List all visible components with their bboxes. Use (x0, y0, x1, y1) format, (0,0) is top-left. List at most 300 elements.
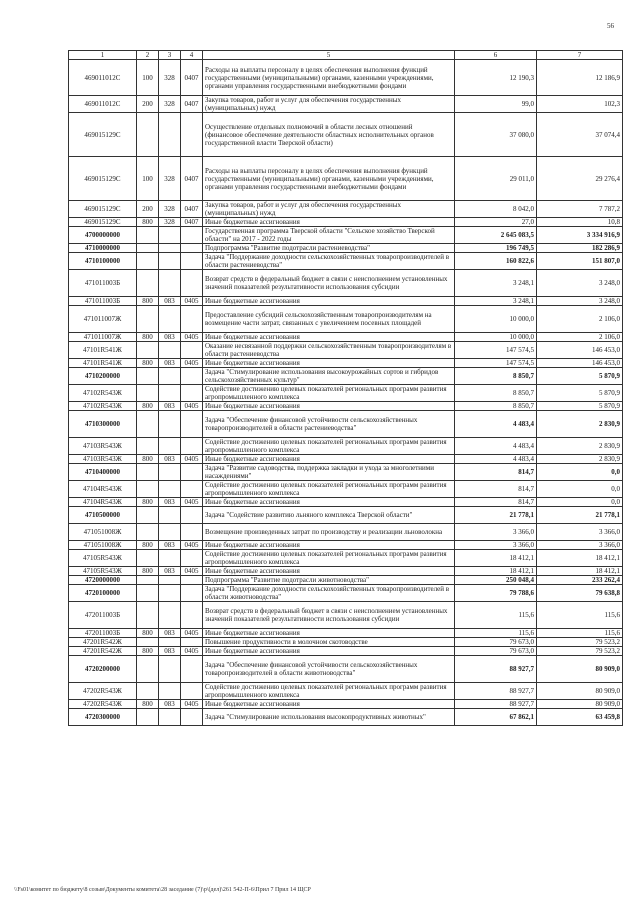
section-code-cell (181, 385, 203, 402)
section-code-cell (181, 253, 203, 270)
amount-planned-cell: 3 248,1 (455, 297, 537, 306)
expense-type-cell (137, 385, 159, 402)
ministry-code-cell: 083 (159, 498, 181, 507)
expense-type-cell (137, 438, 159, 455)
section-code-cell: 0405 (181, 700, 203, 709)
classification-code-cell: 471051008Ж (69, 541, 137, 550)
file-path-footer: \\Fs01\комитет по бюджету\8 созыв\Документы комитета\28 заседание (7)\р\(дел)\261 542-П-6\Прил 7 Прил 14 ЩСР (14, 887, 311, 893)
classification-code-cell: 47202R543Ж (69, 700, 137, 709)
expense-type-cell (137, 602, 159, 629)
ministry-code-cell: 083 (159, 297, 181, 306)
item-name-cell: Подпрограмма "Развитие подотрасли животноводства" (203, 576, 455, 585)
amount-executed-cell: 21 778,1 (537, 507, 623, 524)
expense-type-cell: 800 (137, 455, 159, 464)
section-code-cell: 0407 (181, 96, 203, 113)
amount-executed-cell: 5 870,9 (537, 385, 623, 402)
table-row (69, 455, 623, 464)
amount-executed-cell: 146 453,0 (537, 359, 623, 368)
classification-code-cell: 4710000000 (69, 244, 137, 253)
column-number: 6 (455, 51, 537, 60)
section-code-cell (181, 576, 203, 585)
item-name-cell: Содействие достижению целевых показателей региональных программ развития агропромышленного комплекса (203, 683, 455, 700)
ministry-code-cell: 083 (159, 455, 181, 464)
table-row (69, 507, 623, 524)
expense-type-cell (137, 270, 159, 297)
table-row (69, 244, 623, 253)
expense-type-cell (137, 244, 159, 253)
amount-executed-cell: 3 334 916,9 (537, 227, 623, 244)
item-name-cell: Содействие достижению целевых показателей региональных программ развития агропромышленного комплекса (203, 438, 455, 455)
section-code-cell: 0407 (181, 201, 203, 218)
amount-executed-cell: 2 830,9 (537, 455, 623, 464)
classification-code-cell: 469011012С (69, 60, 137, 96)
ministry-code-cell (159, 464, 181, 481)
section-code-cell (181, 342, 203, 359)
amount-planned-cell: 814,7 (455, 464, 537, 481)
ministry-code-cell: 083 (159, 567, 181, 576)
section-code-cell (181, 550, 203, 567)
table-row (69, 629, 623, 638)
item-name-cell: Иные бюджетные ассигнования (203, 541, 455, 550)
table-row (69, 157, 623, 201)
expense-type-cell (137, 227, 159, 244)
amount-planned-cell: 67 862,1 (455, 709, 537, 726)
item-name-cell: Подпрограмма "Развитие подотрасли растениеводства" (203, 244, 455, 253)
ministry-code-cell (159, 481, 181, 498)
classification-code-cell: 4710400000 (69, 464, 137, 481)
classification-code-cell: 469015129С (69, 157, 137, 201)
budget-table (68, 50, 623, 726)
table-row (69, 585, 623, 602)
expense-type-cell: 800 (137, 333, 159, 342)
ministry-code-cell: 083 (159, 700, 181, 709)
table-row (69, 709, 623, 726)
ministry-code-cell (159, 385, 181, 402)
expense-type-cell (137, 638, 159, 647)
section-code-cell: 0405 (181, 498, 203, 507)
item-name-cell: Иные бюджетные ассигнования (203, 629, 455, 638)
table-row (69, 683, 623, 700)
item-name-cell: Возврат средств в федеральный бюджет в связи с неисполнением установленных значений показателей результативности использования субсидии (203, 602, 455, 629)
amount-planned-cell: 8 850,7 (455, 385, 537, 402)
ministry-code-cell (159, 244, 181, 253)
table-row (69, 700, 623, 709)
amount-executed-cell: 233 262,4 (537, 576, 623, 585)
table-row (69, 270, 623, 297)
expense-type-cell: 800 (137, 498, 159, 507)
table-row (69, 567, 623, 576)
amount-planned-cell: 99,0 (455, 96, 537, 113)
amount-planned-cell: 18 412,1 (455, 567, 537, 576)
expense-type-cell: 800 (137, 359, 159, 368)
ministry-code-cell: 083 (159, 333, 181, 342)
table-row (69, 638, 623, 647)
section-code-cell (181, 481, 203, 498)
classification-code-cell: 47101R541Ж (69, 359, 137, 368)
ministry-code-cell (159, 113, 181, 157)
section-code-cell: 0405 (181, 297, 203, 306)
expense-type-cell (137, 113, 159, 157)
expense-type-cell (137, 576, 159, 585)
amount-executed-cell: 79 523,2 (537, 638, 623, 647)
classification-code-cell: 47102R543Ж (69, 385, 137, 402)
item-name-cell: Государственная программа Тверской области "Сельское хозяйство Тверской области" на 2017 - 2022 годы (203, 227, 455, 244)
classification-code-cell: 4720100000 (69, 585, 137, 602)
classification-code-cell: 47102R543Ж (69, 402, 137, 411)
amount-planned-cell: 160 822,6 (455, 253, 537, 270)
amount-executed-cell: 2 830,9 (537, 411, 623, 438)
ministry-code-cell (159, 576, 181, 585)
classification-code-cell: 4700000000 (69, 227, 137, 244)
ministry-code-cell (159, 227, 181, 244)
section-code-cell (181, 585, 203, 602)
section-code-cell (181, 438, 203, 455)
amount-planned-cell: 88 927,7 (455, 683, 537, 700)
column-number: 4 (181, 51, 203, 60)
amount-planned-cell: 8 850,7 (455, 368, 537, 385)
table-row (69, 113, 623, 157)
item-name-cell: Иные бюджетные ассигнования (203, 402, 455, 411)
section-code-cell (181, 602, 203, 629)
amount-planned-cell: 79 673,0 (455, 638, 537, 647)
ministry-code-cell (159, 368, 181, 385)
page-number: 56 (607, 22, 614, 30)
amount-planned-cell: 21 778,1 (455, 507, 537, 524)
item-name-cell: Содействие достижению целевых показателей региональных программ развития агропромышленного комплекса (203, 385, 455, 402)
amount-planned-cell: 79 788,6 (455, 585, 537, 602)
classification-code-cell: 469015129С (69, 113, 137, 157)
column-number-row (69, 51, 623, 60)
amount-executed-cell: 2 106,0 (537, 306, 623, 333)
amount-executed-cell: 5 870,9 (537, 402, 623, 411)
expense-type-cell (137, 464, 159, 481)
amount-planned-cell: 196 749,5 (455, 244, 537, 253)
expense-type-cell (137, 507, 159, 524)
amount-executed-cell: 5 870,9 (537, 368, 623, 385)
item-name-cell: Задача "Поддержание доходности сельскохозяйственных товаропроизводителей в области растениеводства" (203, 253, 455, 270)
column-number: 2 (137, 51, 159, 60)
expense-type-cell (137, 550, 159, 567)
amount-executed-cell: 10,8 (537, 218, 623, 227)
classification-code-cell: 469011012С (69, 96, 137, 113)
amount-planned-cell: 3 366,0 (455, 541, 537, 550)
amount-executed-cell: 0,0 (537, 464, 623, 481)
item-name-cell: Иные бюджетные ассигнования (203, 218, 455, 227)
amount-planned-cell: 18 412,1 (455, 550, 537, 567)
ministry-code-cell (159, 602, 181, 629)
ministry-code-cell (159, 656, 181, 683)
item-name-cell: Расходы на выплаты персоналу в целях обеспечения выполнения функций государственными (муниципальными) органами, казенными учреждениями, органами управления государственными внебюджетными фондами (203, 157, 455, 201)
section-code-cell: 0405 (181, 567, 203, 576)
ministry-code-cell (159, 438, 181, 455)
section-code-cell (181, 507, 203, 524)
item-name-cell: Содействие достижению целевых показателей региональных программ развития агропромышленного комплекса (203, 481, 455, 498)
amount-planned-cell: 115,6 (455, 602, 537, 629)
section-code-cell (181, 709, 203, 726)
amount-planned-cell: 10 000,0 (455, 333, 537, 342)
ministry-code-cell: 328 (159, 96, 181, 113)
amount-executed-cell: 2 106,0 (537, 333, 623, 342)
item-name-cell: Задача "Обеспечение финансовой устойчивости сельскохозяйственных товаропроизводителей в области растениеводства" (203, 411, 455, 438)
ministry-code-cell: 083 (159, 647, 181, 656)
amount-executed-cell: 3 248,0 (537, 270, 623, 297)
item-name-cell: Иные бюджетные ассигнования (203, 647, 455, 656)
column-number: 5 (203, 51, 455, 60)
table-row (69, 359, 623, 368)
item-name-cell: Иные бюджетные ассигнования (203, 297, 455, 306)
classification-code-cell: 4720200000 (69, 656, 137, 683)
table-row (69, 342, 623, 359)
section-code-cell (181, 656, 203, 683)
amount-executed-cell: 79 523,2 (537, 647, 623, 656)
amount-planned-cell: 12 190,3 (455, 60, 537, 96)
ministry-code-cell (159, 709, 181, 726)
ministry-code-cell: 083 (159, 541, 181, 550)
item-name-cell: Повышение продуктивности в молочном скотоводстве (203, 638, 455, 647)
item-name-cell: Закупка товаров, работ и услуг для обеспечения государственных (муниципальных) нужд (203, 201, 455, 218)
section-code-cell: 0405 (181, 359, 203, 368)
table-row (69, 550, 623, 567)
section-code-cell: 0405 (181, 629, 203, 638)
item-name-cell: Иные бюджетные ассигнования (203, 455, 455, 464)
table-row (69, 656, 623, 683)
ministry-code-cell (159, 270, 181, 297)
classification-code-cell: 47104R543Ж (69, 498, 137, 507)
amount-planned-cell: 814,7 (455, 481, 537, 498)
amount-planned-cell: 88 927,7 (455, 656, 537, 683)
ministry-code-cell: 328 (159, 218, 181, 227)
item-name-cell: Возмещение произведенных затрат по производству и реализации льноволокна (203, 524, 455, 541)
amount-planned-cell: 79 673,0 (455, 647, 537, 656)
amount-executed-cell: 29 276,4 (537, 157, 623, 201)
classification-code-cell: 471011007Ж (69, 306, 137, 333)
expense-type-cell (137, 683, 159, 700)
table-row (69, 201, 623, 218)
table-row (69, 602, 623, 629)
table-row (69, 218, 623, 227)
expense-type-cell: 100 (137, 60, 159, 96)
item-name-cell: Задача "Поддержание доходности сельскохозяйственных товаропроизводителей в области животноводства" (203, 585, 455, 602)
classification-code-cell: 47201R542Ж (69, 638, 137, 647)
item-name-cell: Задача "Стимулирование использования высокопродуктивных животных" (203, 709, 455, 726)
section-code-cell (181, 638, 203, 647)
amount-executed-cell: 115,6 (537, 602, 623, 629)
ministry-code-cell (159, 550, 181, 567)
classification-code-cell: 47103R543Ж (69, 438, 137, 455)
expense-type-cell (137, 585, 159, 602)
item-name-cell: Иные бюджетные ассигнования (203, 700, 455, 709)
expense-type-cell: 800 (137, 629, 159, 638)
section-code-cell: 0405 (181, 333, 203, 342)
expense-type-cell: 200 (137, 96, 159, 113)
table-row (69, 411, 623, 438)
table-row (69, 297, 623, 306)
table-row (69, 464, 623, 481)
amount-planned-cell: 147 574,5 (455, 342, 537, 359)
expense-type-cell (137, 709, 159, 726)
amount-planned-cell: 4 483,4 (455, 455, 537, 464)
amount-executed-cell: 151 807,0 (537, 253, 623, 270)
amount-planned-cell: 250 048,4 (455, 576, 537, 585)
amount-executed-cell: 182 286,9 (537, 244, 623, 253)
amount-planned-cell: 8 042,0 (455, 201, 537, 218)
column-number: 1 (69, 51, 137, 60)
section-code-cell (181, 270, 203, 297)
amount-planned-cell: 8 850,7 (455, 402, 537, 411)
item-name-cell: Осуществление отдельных полномочий в области лесных отношений (финансовое обеспечение деятельности областных исполнительных органов государственной власти Тверской области) (203, 113, 455, 157)
section-code-cell (181, 113, 203, 157)
ministry-code-cell (159, 342, 181, 359)
amount-executed-cell: 0,0 (537, 498, 623, 507)
amount-executed-cell: 2 830,9 (537, 438, 623, 455)
expense-type-cell: 800 (137, 297, 159, 306)
section-code-cell: 0405 (181, 455, 203, 464)
amount-planned-cell: 37 080,0 (455, 113, 537, 157)
section-code-cell (181, 244, 203, 253)
amount-executed-cell: 18 412,1 (537, 550, 623, 567)
expense-type-cell: 800 (137, 218, 159, 227)
item-name-cell: Иные бюджетные ассигнования (203, 359, 455, 368)
expense-type-cell (137, 306, 159, 333)
classification-code-cell: 47104R543Ж (69, 481, 137, 498)
amount-executed-cell: 18 412,1 (537, 567, 623, 576)
amount-planned-cell: 88 927,7 (455, 700, 537, 709)
section-code-cell (181, 227, 203, 244)
section-code-cell: 0407 (181, 157, 203, 201)
expense-type-cell: 100 (137, 157, 159, 201)
amount-planned-cell: 3 366,0 (455, 524, 537, 541)
amount-executed-cell: 80 909,0 (537, 656, 623, 683)
section-code-cell (181, 306, 203, 333)
expense-type-cell: 200 (137, 201, 159, 218)
section-code-cell (181, 464, 203, 481)
amount-executed-cell: 80 909,0 (537, 700, 623, 709)
amount-executed-cell: 3 366,0 (537, 541, 623, 550)
expense-type-cell (137, 342, 159, 359)
amount-planned-cell: 115,6 (455, 629, 537, 638)
section-code-cell (181, 683, 203, 700)
expense-type-cell (137, 368, 159, 385)
amount-executed-cell: 0,0 (537, 481, 623, 498)
item-name-cell: Задача "Развитие садоводства, поддержка закладки и ухода за многолетними насаждениями" (203, 464, 455, 481)
amount-planned-cell: 10 000,0 (455, 306, 537, 333)
amount-planned-cell: 2 645 083,5 (455, 227, 537, 244)
table-row (69, 647, 623, 656)
classification-code-cell: 47201R542Ж (69, 647, 137, 656)
section-code-cell (181, 524, 203, 541)
classification-code-cell: 472011003Б (69, 629, 137, 638)
classification-code-cell: 47202R543Ж (69, 683, 137, 700)
amount-executed-cell: 102,3 (537, 96, 623, 113)
amount-executed-cell: 7 787,2 (537, 201, 623, 218)
section-code-cell (181, 411, 203, 438)
ministry-code-cell (159, 524, 181, 541)
table-row (69, 498, 623, 507)
amount-executed-cell: 12 186,9 (537, 60, 623, 96)
amount-planned-cell: 814,7 (455, 498, 537, 507)
table-row (69, 524, 623, 541)
classification-code-cell: 4720300000 (69, 709, 137, 726)
amount-executed-cell: 146 453,0 (537, 342, 623, 359)
classification-code-cell: 471011003Б (69, 297, 137, 306)
classification-code-cell: 471011003Б (69, 270, 137, 297)
amount-planned-cell: 3 248,1 (455, 270, 537, 297)
table-row (69, 402, 623, 411)
column-number: 3 (159, 51, 181, 60)
expense-type-cell (137, 411, 159, 438)
amount-planned-cell: 4 483,4 (455, 438, 537, 455)
table-row (69, 541, 623, 550)
ministry-code-cell (159, 253, 181, 270)
section-code-cell: 0405 (181, 541, 203, 550)
ministry-code-cell: 083 (159, 629, 181, 638)
expense-type-cell: 800 (137, 567, 159, 576)
item-name-cell: Задача "Стимулирование использования высокоурожайных сортов и гибридов сельскохозяйственных культур" (203, 368, 455, 385)
classification-code-cell: 47103R543Ж (69, 455, 137, 464)
table-row (69, 306, 623, 333)
table-row (69, 60, 623, 96)
classification-code-cell: 47105R543Ж (69, 550, 137, 567)
section-code-cell: 0407 (181, 60, 203, 96)
expense-type-cell (137, 481, 159, 498)
table-row (69, 333, 623, 342)
amount-executed-cell: 79 638,8 (537, 585, 623, 602)
item-name-cell: Иные бюджетные ассигнования (203, 567, 455, 576)
table-row (69, 368, 623, 385)
expense-type-cell: 800 (137, 700, 159, 709)
section-code-cell: 0405 (181, 647, 203, 656)
amount-executed-cell: 37 074,4 (537, 113, 623, 157)
table-row (69, 227, 623, 244)
item-name-cell: Закупка товаров, работ и услуг для обеспечения государственных (муниципальных) нужд (203, 96, 455, 113)
expense-type-cell: 800 (137, 647, 159, 656)
table-row (69, 96, 623, 113)
ministry-code-cell: 083 (159, 402, 181, 411)
expense-type-cell (137, 253, 159, 270)
ministry-code-cell: 083 (159, 359, 181, 368)
classification-code-cell: 4710300000 (69, 411, 137, 438)
expense-type-cell: 800 (137, 541, 159, 550)
section-code-cell: 0405 (181, 402, 203, 411)
item-name-cell: Расходы на выплаты персоналу в целях обеспечения выполнения функций государственными (муниципальными) органами, казенными учреждениями, органами управления государственными внебюджетными фондами (203, 60, 455, 96)
section-code-cell: 0407 (181, 218, 203, 227)
item-name-cell: Содействие достижению целевых показателей региональных программ развития агропромышленного комплекса (203, 550, 455, 567)
classification-code-cell: 4710100000 (69, 253, 137, 270)
item-name-cell: Предоставление субсидий сельскохозяйственным товаропроизводителям на возмещение части затрат, связанных с увеличением посевных площадей (203, 306, 455, 333)
classification-code-cell: 4710500000 (69, 507, 137, 524)
ministry-code-cell: 328 (159, 201, 181, 218)
ministry-code-cell (159, 411, 181, 438)
ministry-code-cell (159, 585, 181, 602)
classification-code-cell: 47101R541Ж (69, 342, 137, 359)
item-name-cell: Иные бюджетные ассигнования (203, 498, 455, 507)
classification-code-cell: 471051008Ж (69, 524, 137, 541)
classification-code-cell: 469015129С (69, 218, 137, 227)
expense-type-cell (137, 524, 159, 541)
expense-type-cell (137, 656, 159, 683)
item-name-cell: Возврат средств в федеральный бюджет в связи с неисполнением установленных значений показателей результативности использования субсидии (203, 270, 455, 297)
amount-executed-cell: 63 459,8 (537, 709, 623, 726)
item-name-cell: Задача "Обеспечение финансовой устойчивости сельскохозяйственных товаропроизводителей в области животноводства" (203, 656, 455, 683)
amount-executed-cell: 3 366,0 (537, 524, 623, 541)
amount-planned-cell: 29 011,0 (455, 157, 537, 201)
table-row (69, 438, 623, 455)
amount-planned-cell: 27,0 (455, 218, 537, 227)
section-code-cell (181, 368, 203, 385)
ministry-code-cell: 328 (159, 157, 181, 201)
amount-planned-cell: 147 574,5 (455, 359, 537, 368)
amount-executed-cell: 3 248,0 (537, 297, 623, 306)
